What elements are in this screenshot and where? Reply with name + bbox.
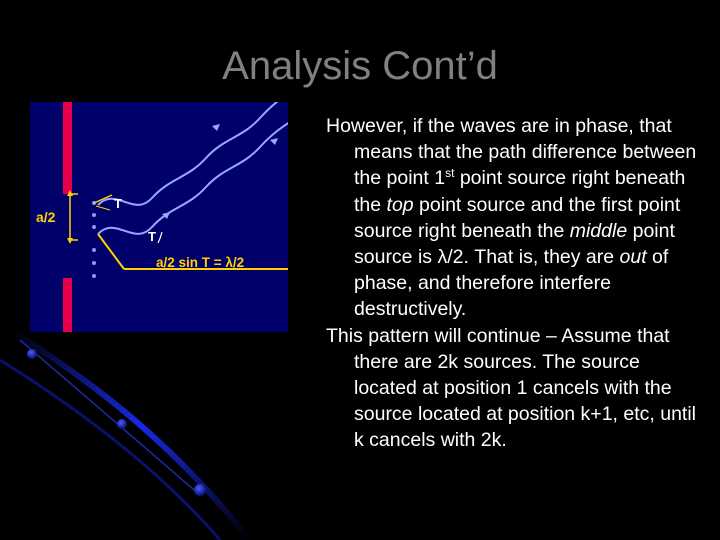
paragraph-in-phase [326,113,698,323]
swoosh-dot [194,484,206,496]
point-source [92,261,96,265]
text-run: However, if the waves are in phase, that means that the path difference between the point 1 [326,115,697,190]
swoosh-dot [117,419,127,429]
text-run: point source right beneath the [354,167,686,216]
single-slit-diagram [30,102,288,332]
angle-label-lower: T [148,229,156,244]
slit-barrier-top [63,102,72,194]
emphasis: out [619,246,647,269]
slit-barrier-bottom [63,278,72,332]
swoosh-curve [0,360,220,540]
text-run: of phase, and therefore interfere destructively. [354,246,669,321]
text-run: point source is λ/2. That is, they are [354,219,675,269]
point-source [92,225,96,229]
emphasis: middle [569,219,628,242]
half-width-label: a/2 [36,209,56,225]
superscript: st [445,166,455,181]
body-text [326,113,698,454]
paragraph-pattern-continues: This pattern will continue – Assume that there are 2k sources. The source located at position 1 cancels with the source located at position k+1, etc, until k cancels with 2k. [326,324,696,452]
point-source [92,248,96,252]
angle-label-upper: T [114,196,122,211]
swoosh-curve [20,340,200,495]
point-source [92,213,96,217]
text-run: point source and the first point source right beneath the [354,193,681,242]
point-source [92,274,96,278]
emphasis: top [386,193,414,216]
swoosh-dot [27,349,37,359]
slide-title: Analysis Cont’d [222,44,498,88]
path-difference-equation: a/2 sin T = λ/2 [156,255,245,270]
